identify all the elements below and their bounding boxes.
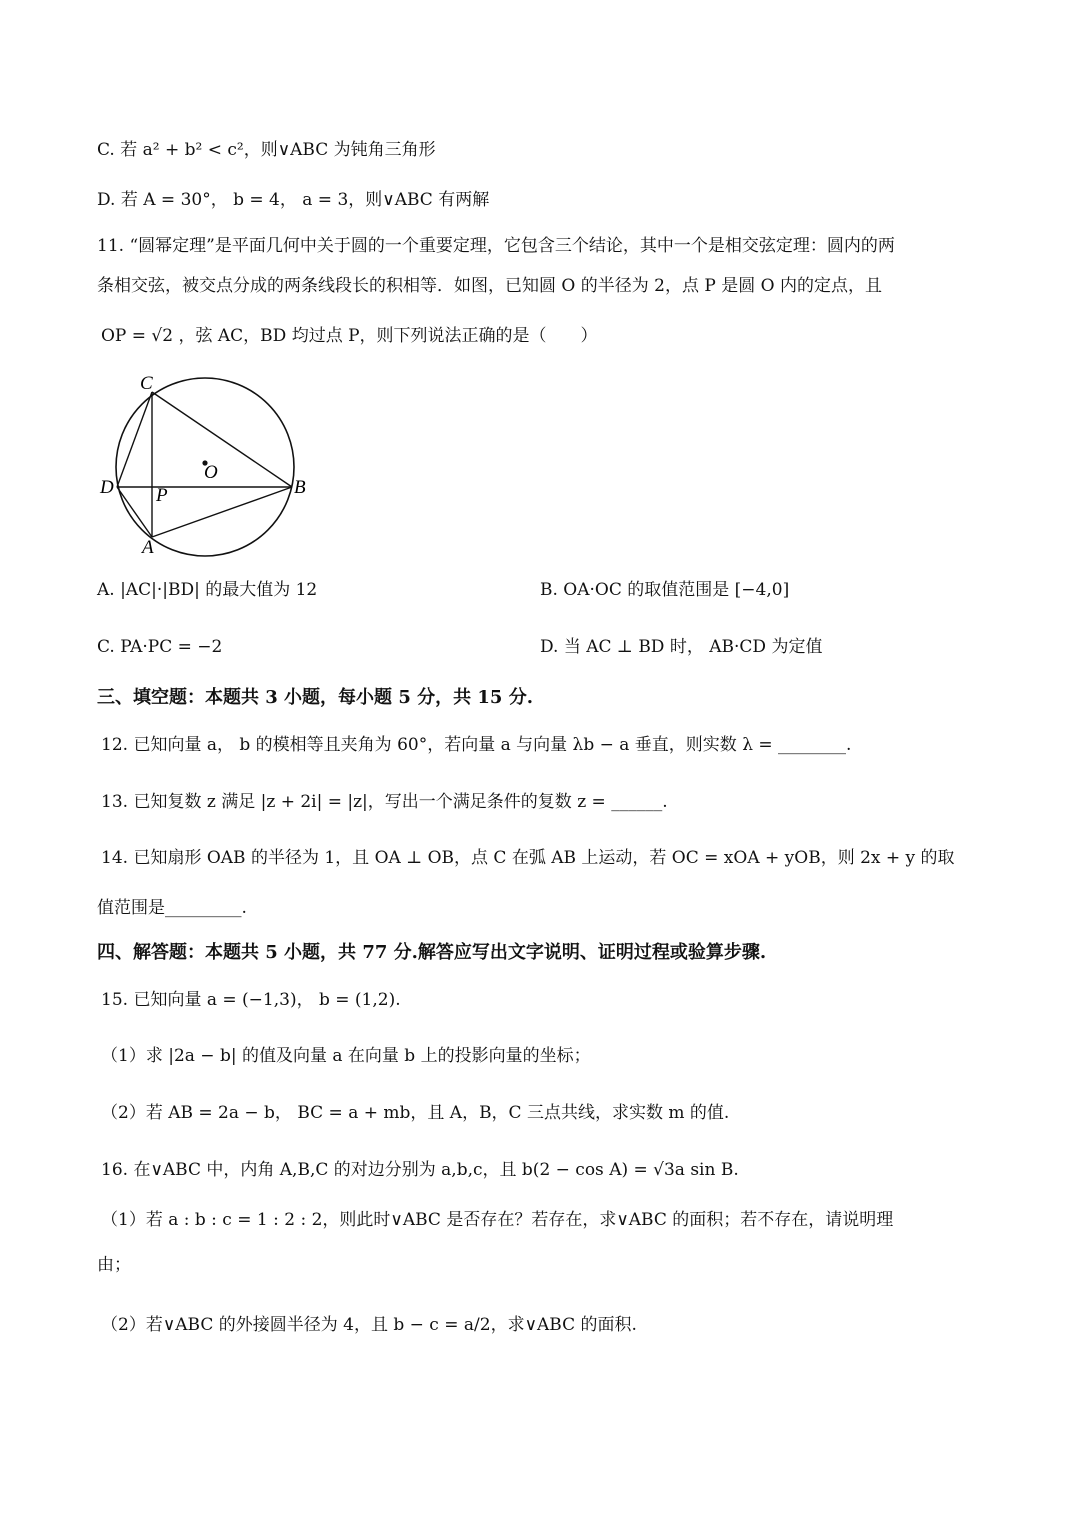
label-a: A bbox=[142, 537, 154, 558]
q11-stem-line1: 11. “圆幂定理”是平面几何中关于圆的一个重要定理，它包含三个结论，其中一个是相交弦定理：圆内的两 bbox=[97, 236, 895, 256]
q11-stem-line2: 条相交弦，被交点分成的两条线段长的积相等．如图，已知圆 O 的半径为 2，点 P 是圆 O 内的定点，且 bbox=[97, 276, 882, 296]
label-o: O bbox=[204, 462, 218, 483]
section-3-heading: 三、填空题：本题共 3 小题，每小题 5 分，共 15 分. bbox=[97, 687, 533, 708]
q16-part1-line1: （1）若 a : b : c = 1 : 2 : 2，则此时∨ABC 是否存在？若存在，求∨ABC 的面积；若不存在，请说明理 bbox=[101, 1210, 894, 1230]
q11-option-a: A. |AC|·|BD| 的最大值为 12 bbox=[97, 580, 318, 600]
circle-figure bbox=[90, 365, 320, 560]
q11-stem-line3: OP = √2 ，弦 AC，BD 均过点 P，则下列说法正确的是（ ） bbox=[101, 326, 598, 346]
section-4-heading: 四、解答题：本题共 5 小题，共 77 分.解答应写出文字说明、证明过程或验算步骤. bbox=[97, 942, 767, 963]
q14-line1: 14. 已知扇形 OAB 的半径为 1，且 OA ⊥ OB，点 C 在弧 AB 上运动，若 OC = xOA + yOB，则 2x + y 的取 bbox=[101, 848, 955, 868]
segment-dc-line bbox=[117, 392, 152, 487]
label-d: D bbox=[100, 477, 114, 498]
label-b: B bbox=[294, 477, 306, 498]
q16-stem: 16. 在∨ABC 中，内角 A,B,C 的对边分别为 a,b,c，且 b(2 − cos A) = √3a sin B. bbox=[101, 1160, 739, 1180]
q11-option-d: D. 当 AC ⊥ BD 时， AB·CD 为定值 bbox=[540, 637, 823, 657]
q12-text: 12. 已知向量 a， b 的模相等且夹角为 60°，若向量 a 与向量 λb − a 垂直，则实数 λ = ________. bbox=[101, 735, 852, 755]
q10-option-c: C. 若 a² + b² < c²，则∨ABC 为钝角三角形 bbox=[97, 140, 436, 160]
q13-text: 13. 已知复数 z 满足 |z + 2i| = |z|，写出一个满足条件的复数 z = ______. bbox=[101, 792, 668, 812]
q11-option-c: C. PA·PC = −2 bbox=[97, 637, 223, 657]
q14-line2: 值范围是_________. bbox=[97, 898, 247, 918]
q15-part1: （1）求 |2a − b| 的值及向量 a 在向量 b 上的投影向量的坐标； bbox=[101, 1046, 591, 1066]
label-p: P bbox=[156, 485, 168, 506]
q11-option-b: B. OA·OC 的取值范围是 [−4,0] bbox=[540, 580, 790, 600]
q10-option-d: D. 若 A = 30°， b = 4， a = 3，则∨ABC 有两解 bbox=[97, 190, 490, 210]
q15-stem: 15. 已知向量 a = (−1,3)， b = (1,2). bbox=[101, 990, 401, 1010]
q16-part1-line2: 由； bbox=[97, 1255, 131, 1275]
segment-da-line bbox=[117, 487, 152, 537]
q15-part2: （2）若 AB = 2a − b， BC = a + mb，且 A，B，C 三点共线，求实数 m 的值. bbox=[101, 1103, 730, 1123]
label-c: C bbox=[140, 373, 153, 394]
q16-part2: （2）若∨ABC 的外接圆半径为 4，且 b − c = a/2，求∨ABC 的面积. bbox=[101, 1315, 637, 1335]
segment-ab-line bbox=[152, 487, 292, 537]
